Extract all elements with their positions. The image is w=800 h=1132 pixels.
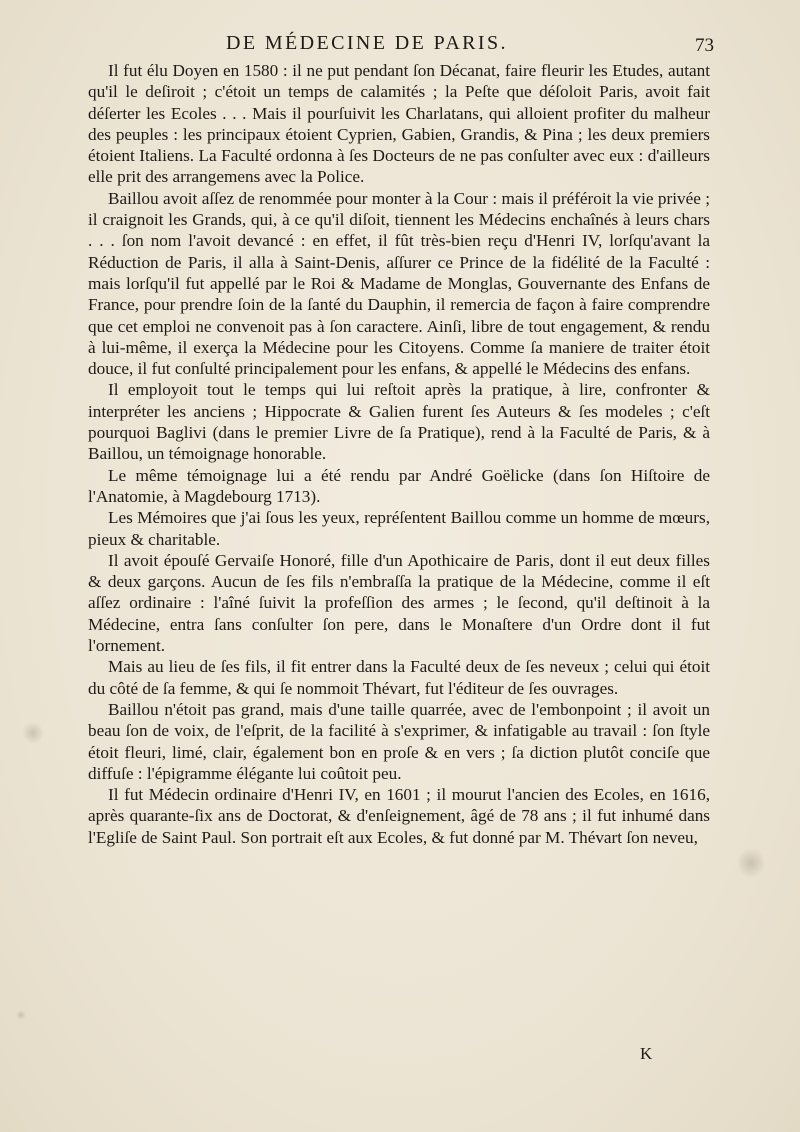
paper-stain bbox=[16, 1010, 26, 1020]
paragraph-goelicke: Le même témoignage lui a été rendu par André Goëlicke (dans ſon Hiſtoire de l'Anatomie, à Magdebourg 1713). bbox=[88, 465, 710, 506]
body-text bbox=[88, 60, 710, 848]
paragraph-memoires: Les Mémoires que j'ai ſous les yeux, repréſentent Baillou comme un homme de mœurs, pieux & charitable. bbox=[88, 508, 710, 549]
paragraph-famille: Il avoit épouſé Gervaiſe Honoré, fille d'un Apothicaire de Paris, dont il eut deux filles & deux garçons. Aucun de ſes fils n'embraſſa la pratique de la Médecine, comme il eſt aſſez ordinaire : l'aîné ſuivit la profeſſion des armes ; le ſecond, qu'il deſtinoit à la Médecine, entra ſans conſulter ſon pere, dans le Monaſtere d'un Ordre dont il fut l'ornement. bbox=[88, 550, 710, 656]
paragraph-decanat: Il fut élu Doyen en 1580 : il ne put pendant ſon Décanat, faire fleurir les Etudes, autant qu'il le deſiroit ; c'étoit un temps de calamités ; la Peſte que déſoloit Paris, avoit fait déſerter les Ecoles . . . Mais il pourſuivit les Charlatans, qui alloient profiter du malheur des peuples : les principaux étoient Cyprien, Gabien, Grandis, & Pina ; les deux premiers étoient Italiens. La Faculté ordonna à ſes Docteurs de ne pas conſulter avec eux : d'ailleurs elle prit des arrangemens avec la Police. bbox=[88, 61, 710, 187]
paper-stain bbox=[738, 846, 764, 880]
running-title: DE MÉDECINE DE PARIS. bbox=[226, 32, 508, 54]
paper-stain bbox=[22, 722, 44, 744]
page-header bbox=[88, 30, 714, 60]
paragraph-neveux: Mais au lieu de ſes fils, il fit entrer dans la Faculté deux de ſes neveux ; celui qui étoit du côté de ſa femme, & qui ſe nommoit Thévart, fut l'éditeur de ſes ouvrages. bbox=[88, 657, 710, 698]
paragraph-cour: Baillou avoit aſſez de renommée pour monter à la Cour : mais il préféroit la vie privée ; il craignoit les Grands, qui, à ce qu'il diſoit, tiennent les Médecins enchaînés à leurs chars . . . ſon nom l'avoit devancé : en effet, il fût très-bien reçu d'Henri IV, lorſqu'avant la Réduction de Paris, il alla à Saint-Denis, aſſurer ce Prince de la fidélité de la Faculté : mais lorſqu'il fut appellé par le Roi & Madame de Monglas, Gouvernante des Enfans de France, pour prendre ſoin de la ſanté du Dauphin, il remercia de façon à faire comprendre que cet emploi ne convenoit pas à ſon caractere. Ainſi, libre de tout engagement, & rendu à lui-même, il exerça la Médecine pour les Citoyens. Comme ſa maniere de traiter étoit douce, il fut conſulté principalement pour les enfans, & appellé le Médecins des enfans. bbox=[88, 188, 710, 379]
signature-mark: K bbox=[640, 1044, 653, 1063]
page-number: 73 bbox=[695, 35, 714, 56]
paragraph-portrait-physique: Baillou n'étoit pas grand, mais d'une taille quarrée, avec de l'embonpoint ; il avoit un beau ſon de voix, de l'eſprit, de la facilité à s'exprimer, & infatigable au travail : ſon ſtyle étoit fleuri, limé, clair, également bon en proſe & en vers ; ſa diction plutôt conciſe que diffuſe : l'épigramme élégante lui coûtoit peu. bbox=[88, 699, 710, 783]
paragraph-mort: Il fut Médecin ordinaire d'Henri IV, en 1601 ; il mourut l'ancien des Ecoles, en 1616, après quarante-ſix ans de Doctorat, & d'enſeignement, âgé de 78 ans ; il fut inhumé dans l'Egliſe de Saint Paul. Son portrait eſt aux Ecoles, & fut donné par M. Thévart ſon neveu, bbox=[88, 785, 710, 847]
paragraph-anciens: Il employoit tout le temps qui lui reſtoit après la pratique, à lire, confronter & interpréter les anciens ; Hippocrate & Galien furent ſes Auteurs & ſes modeles ; c'eſt pourquoi Baglivi (dans le premier Livre de ſa Pratique), rend à la Faculté de Paris, & à Baillou, un témoignage honorable. bbox=[88, 380, 710, 464]
